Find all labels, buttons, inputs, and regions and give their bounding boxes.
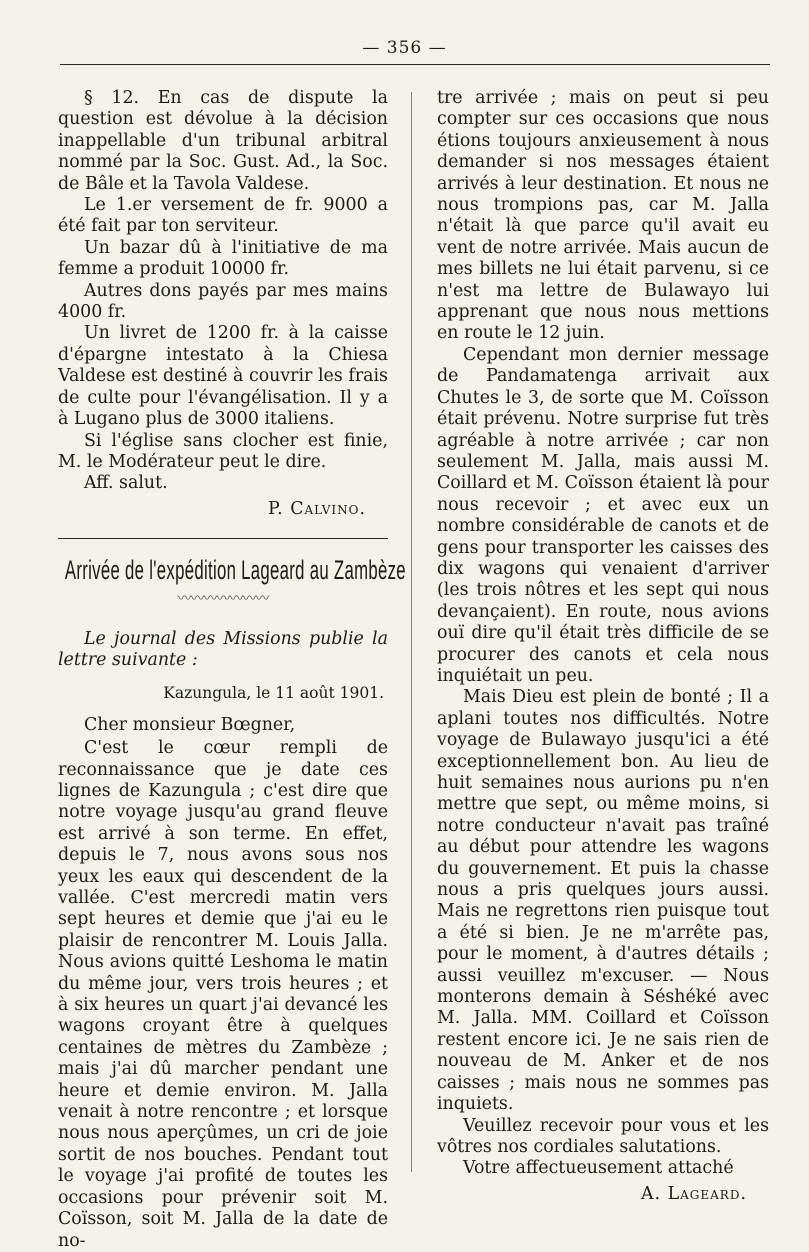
signature-lageard: A. Lageard. — [640, 1183, 747, 1204]
paragraph: Si l'église sans clocher est finie, M. le Modérateur peut le dire. — [58, 430, 388, 472]
title-ornament: 〰〰〰〰〰〰〰 — [177, 591, 269, 608]
paragraph: C'est le cœur rempli de reconnaissance que je date ces lignes de Kazungula ; c'est dire que notre voyage jusqu'au grand fleuve est arrivé à son terme. En effet, depuis le 7, nous avons sous nos yeux les eaux qui descendent de la vallée. C'est mercredi matin vers sept heures et demie que j'ai eu le plaisir de rencontrer M. Louis Jalla. Nous avions quitté Leshoma le matin du même jour, vers trois heures ; et à six heures un quart j'ai devancé les wagons croyant être à quelques centaines de mètres du Zambèze ; mais j'ai dû marcher pendant une heure et demie environ. M. Jalla venait à notre rencontre ; et lorsque nous nous aperçûmes, un cri de joie sortit de nos bouches. Pendant tout le voyage j'ai profité de toutes les occasions pour prévenir soit M. Coïsson, soit M. Jalla de la date de no- — [58, 738, 388, 1251]
paragraph: Aff. salut. — [84, 473, 168, 494]
left-column — [58, 88, 406, 1252]
article-intro: Le journal des Missions publie la lettre suivante : — [58, 628, 388, 670]
paragraph: § 12. En cas de dispute la question est dévolue à la décision inappellable d'un tribunal arbitral nommé par la Soc. Gust. Ad., la Soc. de Bâle et la Tavola Valdese. — [58, 88, 388, 194]
header-rule — [60, 64, 770, 65]
section-divider — [58, 538, 388, 539]
dateline: Kazungula, le 11 août 1901. — [163, 684, 384, 703]
article-title: Arrivée de l'expédition Lageard au Zambèze — [64, 555, 406, 586]
paragraph: Cependant mon dernier message de Pandamatenga arrivait aux Chutes le 3, de sorte que M. Coïsson était prévenu. Notre surprise fut très agréable à notre arrivée ; car non seulement M. Jalla, mais aussi M. Coillard et M. Coïsson étaient là pour nous recevoir ; et avec eux un nombre considérable de canots et de gens pour transporter les caisses des dix wagons qui venaient d'arriver (les trois nôtres et les sept qui nous devançaient). En route, nous avions ouï dire qu'il était très difficile de se procurer des canots et cela nous inquiétait un peu. — [437, 344, 769, 686]
paragraph: Mais Dieu est plein de bonté ; Il a aplani toutes nos difficultés. Notre voyage de Bulawayo jusqu'ici a été exceptionnellement bon. Au lieu de huit semaines nous aurions pu n'en mettre que sept, ou même moins, si notre conducteur n'avait pas traîné au début pour attendre les wagons du gouvernement. Et puis la chasse nous a pris quelques jours aussi. Mais ne regrettons rien puisque tout a été si bien. Je ne m'arrête pas, pour le moment, à d'autres détails ; aussi veuillez m'excuser. — Nous monterons demain à Séshéké avec M. Jalla. MM. Coillard et Coïsson restent encore ici. Je ne sais rien de nouveau de M. Anker et de nos caisses ; mais nous ne sommes pas inquiets. — [437, 687, 769, 1115]
column-separator — [411, 92, 412, 1172]
paragraph: Veuillez recevoir pour vous et les vôtres nos cordiales salutations. — [437, 1115, 769, 1157]
right-column — [437, 88, 769, 1205]
paragraph: tre arrivée ; mais on peut si peu compter sur ces occasions que nous étions toujours anxieusement à nous demander si nos messages étaient arrivés à leur destination. Et nous ne nous trompions pas, car M. Jalla n'était là que parce qu'il avait eu vent de notre arrivée. Mais aucun de mes billets ne lui était parvenu, si ce n'est ma lettre de Bulawayo lui apprenant que nous nous mettions en route le 12 juin. — [437, 88, 769, 344]
signature-calvino: P. Calvino. — [267, 498, 366, 519]
page-number: — 356 — — [362, 38, 447, 58]
paragraph: Un livret de 1200 fr. à la caisse d'épargne intestato à la Chiesa Valdese est destiné à couvrir les frais de culte pour l'évangélisation. Il y a à Lugano plus de 3000 italiens. — [58, 323, 388, 430]
paragraph: Le 1.er versement de fr. 9000 a été fait par ton serviteur. — [58, 195, 388, 237]
paragraph: Autres dons payés par mes mains 4000 fr. — [58, 280, 388, 323]
paragraph: Un bazar dû à l'initiative de ma femme a produit 10000 fr. — [58, 237, 388, 280]
paragraph: Votre affectueusement attaché — [463, 1158, 734, 1179]
salutation: Cher monsieur Bœgner, — [84, 714, 296, 735]
